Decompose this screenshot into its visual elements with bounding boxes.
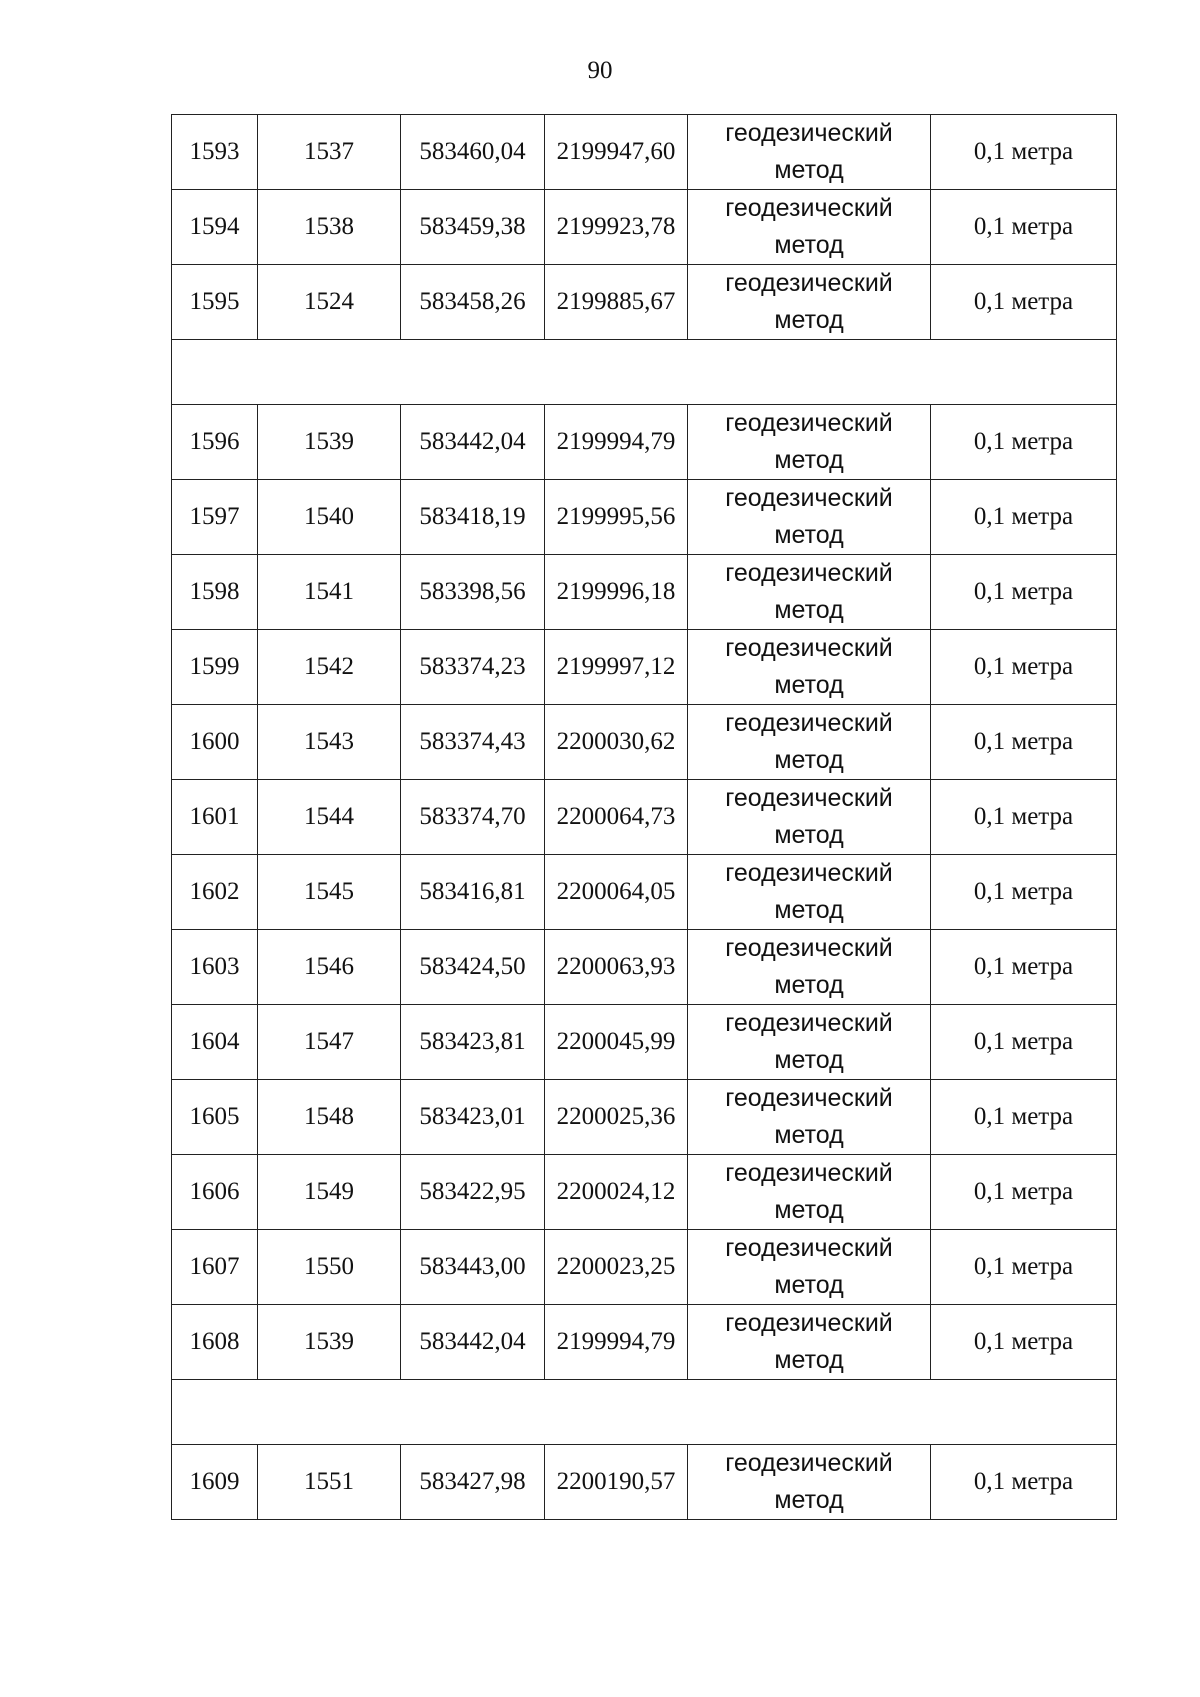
accuracy-cell: 0,1 метра xyxy=(931,555,1117,630)
table-row xyxy=(172,1155,1117,1230)
method-cell xyxy=(688,1005,931,1080)
method-cell xyxy=(688,1155,931,1230)
x-coordinate-cell: 583374,23 xyxy=(401,630,545,705)
y-coordinate-cell: 2199995,56 xyxy=(545,480,688,555)
y-coordinate-cell: 2200030,62 xyxy=(545,705,688,780)
table-row xyxy=(172,1005,1117,1080)
method-line-1: геодезический xyxy=(725,1234,893,1262)
table-row xyxy=(172,630,1117,705)
table-row xyxy=(172,1445,1117,1520)
point-number-cell: 1551 xyxy=(258,1445,401,1520)
y-coordinate-cell: 2200025,36 xyxy=(545,1080,688,1155)
method-line-2: метод xyxy=(774,896,844,924)
accuracy-cell: 0,1 метра xyxy=(931,1445,1117,1520)
row-number-cell: 1598 xyxy=(172,555,258,630)
table-row xyxy=(172,555,1117,630)
method-line-1: геодезический xyxy=(725,934,893,962)
method-line-1: геодезический xyxy=(725,559,893,587)
section-separator-row xyxy=(172,340,1117,405)
accuracy-cell: 0,1 метра xyxy=(931,630,1117,705)
table-row xyxy=(172,705,1117,780)
section-separator-cell xyxy=(172,1380,1117,1445)
method-line-1: геодезический xyxy=(725,1159,893,1187)
x-coordinate-cell: 583427,98 xyxy=(401,1445,545,1520)
y-coordinate-cell: 2200024,12 xyxy=(545,1155,688,1230)
method-line-1: геодезический xyxy=(725,1084,893,1112)
row-number-cell: 1607 xyxy=(172,1230,258,1305)
coordinates-table xyxy=(171,114,1117,1520)
section-separator-row xyxy=(172,1380,1117,1445)
row-number-cell: 1600 xyxy=(172,705,258,780)
y-coordinate-cell: 2199994,79 xyxy=(545,1305,688,1380)
method-line-2: метод xyxy=(774,306,844,334)
row-number-cell: 1604 xyxy=(172,1005,258,1080)
method-line-2: метод xyxy=(774,1046,844,1074)
method-line-1: геодезический xyxy=(725,1009,893,1037)
x-coordinate-cell: 583424,50 xyxy=(401,930,545,1005)
row-number-cell: 1595 xyxy=(172,265,258,340)
method-line-1: геодезический xyxy=(725,409,893,437)
y-coordinate-cell: 2200064,05 xyxy=(545,855,688,930)
accuracy-cell: 0,1 метра xyxy=(931,1155,1117,1230)
y-coordinate-cell: 2199885,67 xyxy=(545,265,688,340)
point-number-cell: 1537 xyxy=(258,115,401,190)
x-coordinate-cell: 583374,43 xyxy=(401,705,545,780)
row-number-cell: 1602 xyxy=(172,855,258,930)
table-row xyxy=(172,930,1117,1005)
method-line-2: метод xyxy=(774,1121,844,1149)
method-line-1: геодезический xyxy=(725,634,893,662)
x-coordinate-cell: 583442,04 xyxy=(401,1305,545,1380)
method-line-2: метод xyxy=(774,1486,844,1514)
method-line-1: геодезический xyxy=(725,119,893,147)
row-number-cell: 1593 xyxy=(172,115,258,190)
point-number-cell: 1540 xyxy=(258,480,401,555)
method-line-1: геодезический xyxy=(725,784,893,812)
method-cell xyxy=(688,780,931,855)
method-line-2: метод xyxy=(774,971,844,999)
accuracy-cell: 0,1 метра xyxy=(931,1230,1117,1305)
accuracy-cell: 0,1 метра xyxy=(931,480,1117,555)
y-coordinate-cell: 2199947,60 xyxy=(545,115,688,190)
x-coordinate-cell: 583423,81 xyxy=(401,1005,545,1080)
point-number-cell: 1544 xyxy=(258,780,401,855)
y-coordinate-cell: 2199996,18 xyxy=(545,555,688,630)
method-line-2: метод xyxy=(774,1196,844,1224)
accuracy-cell: 0,1 метра xyxy=(931,1080,1117,1155)
method-cell xyxy=(688,630,931,705)
accuracy-cell: 0,1 метра xyxy=(931,780,1117,855)
row-number-cell: 1599 xyxy=(172,630,258,705)
method-cell xyxy=(688,1305,931,1380)
row-number-cell: 1594 xyxy=(172,190,258,265)
method-cell xyxy=(688,705,931,780)
method-line-1: геодезический xyxy=(725,484,893,512)
accuracy-cell: 0,1 метра xyxy=(931,1005,1117,1080)
table-row xyxy=(172,1230,1117,1305)
row-number-cell: 1603 xyxy=(172,930,258,1005)
table-row xyxy=(172,480,1117,555)
accuracy-cell: 0,1 метра xyxy=(931,265,1117,340)
point-number-cell: 1547 xyxy=(258,1005,401,1080)
method-line-2: метод xyxy=(774,671,844,699)
method-cell xyxy=(688,480,931,555)
method-line-2: метод xyxy=(774,821,844,849)
method-cell xyxy=(688,1080,931,1155)
method-cell xyxy=(688,1445,931,1520)
section-separator-cell xyxy=(172,340,1117,405)
accuracy-cell: 0,1 метра xyxy=(931,1305,1117,1380)
method-line-1: геодезический xyxy=(725,269,893,297)
method-line-1: геодезический xyxy=(725,1309,893,1337)
method-cell xyxy=(688,265,931,340)
point-number-cell: 1539 xyxy=(258,405,401,480)
accuracy-cell: 0,1 метра xyxy=(931,855,1117,930)
table-row xyxy=(172,1080,1117,1155)
y-coordinate-cell: 2199994,79 xyxy=(545,405,688,480)
method-line-1: геодезический xyxy=(725,859,893,887)
y-coordinate-cell: 2199923,78 xyxy=(545,190,688,265)
row-number-cell: 1596 xyxy=(172,405,258,480)
row-number-cell: 1606 xyxy=(172,1155,258,1230)
table-row xyxy=(172,115,1117,190)
row-number-cell: 1609 xyxy=(172,1445,258,1520)
x-coordinate-cell: 583418,19 xyxy=(401,480,545,555)
method-line-2: метод xyxy=(774,596,844,624)
method-line-2: метод xyxy=(774,446,844,474)
point-number-cell: 1545 xyxy=(258,855,401,930)
x-coordinate-cell: 583423,01 xyxy=(401,1080,545,1155)
row-number-cell: 1601 xyxy=(172,780,258,855)
method-cell xyxy=(688,855,931,930)
point-number-cell: 1548 xyxy=(258,1080,401,1155)
accuracy-cell: 0,1 метра xyxy=(931,930,1117,1005)
table-row xyxy=(172,780,1117,855)
point-number-cell: 1538 xyxy=(258,190,401,265)
point-number-cell: 1542 xyxy=(258,630,401,705)
point-number-cell: 1550 xyxy=(258,1230,401,1305)
method-line-2: метод xyxy=(774,231,844,259)
method-line-2: метод xyxy=(774,1271,844,1299)
y-coordinate-cell: 2200045,99 xyxy=(545,1005,688,1080)
method-cell xyxy=(688,115,931,190)
x-coordinate-cell: 583422,95 xyxy=(401,1155,545,1230)
x-coordinate-cell: 583374,70 xyxy=(401,780,545,855)
x-coordinate-cell: 583398,56 xyxy=(401,555,545,630)
x-coordinate-cell: 583458,26 xyxy=(401,265,545,340)
accuracy-cell: 0,1 метра xyxy=(931,115,1117,190)
row-number-cell: 1608 xyxy=(172,1305,258,1380)
method-line-2: метод xyxy=(774,521,844,549)
y-coordinate-cell: 2200023,25 xyxy=(545,1230,688,1305)
point-number-cell: 1543 xyxy=(258,705,401,780)
method-cell xyxy=(688,555,931,630)
method-line-2: метод xyxy=(774,156,844,184)
method-cell xyxy=(688,930,931,1005)
table-row xyxy=(172,190,1117,265)
method-cell xyxy=(688,190,931,265)
y-coordinate-cell: 2200064,73 xyxy=(545,780,688,855)
method-cell xyxy=(688,1230,931,1305)
x-coordinate-cell: 583459,38 xyxy=(401,190,545,265)
point-number-cell: 1546 xyxy=(258,930,401,1005)
method-line-1: геодезический xyxy=(725,709,893,737)
row-number-cell: 1597 xyxy=(172,480,258,555)
method-line-2: метод xyxy=(774,746,844,774)
y-coordinate-cell: 2199997,12 xyxy=(545,630,688,705)
table-body xyxy=(172,115,1117,1520)
table-row xyxy=(172,1305,1117,1380)
point-number-cell: 1524 xyxy=(258,265,401,340)
method-line-1: геодезический xyxy=(725,194,893,222)
y-coordinate-cell: 2200190,57 xyxy=(545,1445,688,1520)
accuracy-cell: 0,1 метра xyxy=(931,405,1117,480)
x-coordinate-cell: 583443,00 xyxy=(401,1230,545,1305)
x-coordinate-cell: 583460,04 xyxy=(401,115,545,190)
method-cell xyxy=(688,405,931,480)
accuracy-cell: 0,1 метра xyxy=(931,190,1117,265)
table-row xyxy=(172,405,1117,480)
table-row xyxy=(172,855,1117,930)
page-number: 90 xyxy=(587,57,613,84)
point-number-cell: 1539 xyxy=(258,1305,401,1380)
accuracy-cell: 0,1 метра xyxy=(931,705,1117,780)
table-row xyxy=(172,265,1117,340)
method-line-1: геодезический xyxy=(725,1449,893,1477)
x-coordinate-cell: 583416,81 xyxy=(401,855,545,930)
method-line-2: метод xyxy=(774,1346,844,1374)
x-coordinate-cell: 583442,04 xyxy=(401,405,545,480)
point-number-cell: 1549 xyxy=(258,1155,401,1230)
point-number-cell: 1541 xyxy=(258,555,401,630)
y-coordinate-cell: 2200063,93 xyxy=(545,930,688,1005)
row-number-cell: 1605 xyxy=(172,1080,258,1155)
